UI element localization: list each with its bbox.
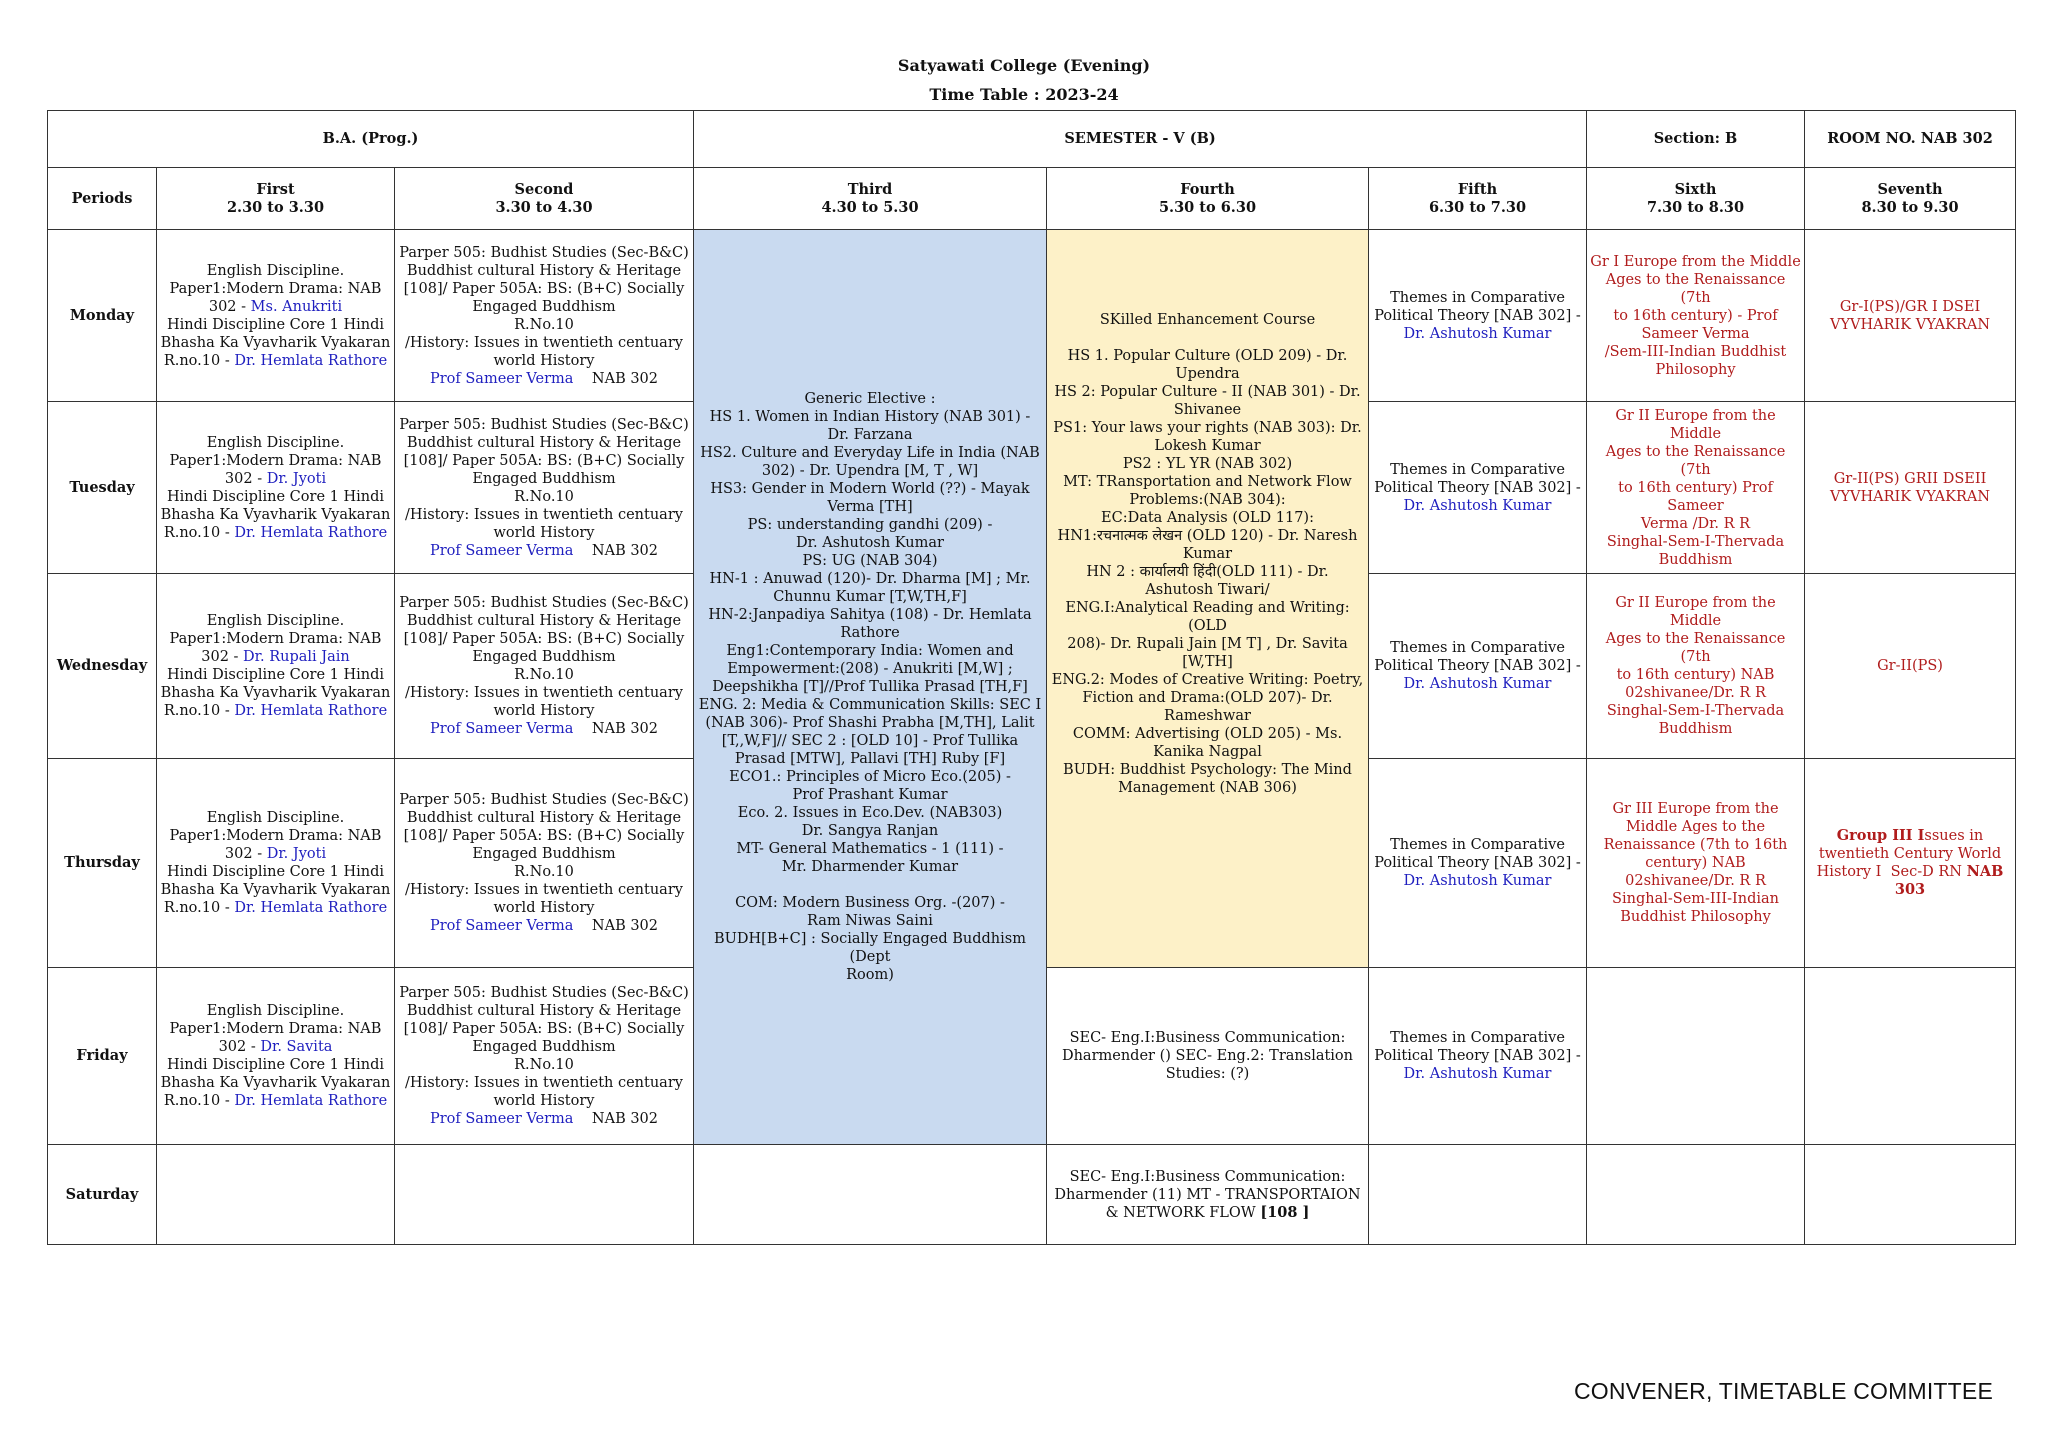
first-period-cell: English Discipline. Paper1:Modern Drama: NAB 302 - Dr. Jyoti Hindi Discipline Core 1 Hindi Bhasha Ka Vyavharik Vyakaran R.no.10 - Dr. Hemlata Rathore bbox=[157, 402, 395, 574]
timetable-grid bbox=[47, 110, 2016, 1245]
period-fifth: Fifth 6.30 to 7.30 bbox=[1369, 168, 1587, 230]
semester-cell: SEMESTER - V (B) bbox=[694, 111, 1587, 168]
sixth-period-cell bbox=[1587, 1145, 1805, 1245]
period-fourth: Fourth 5.30 to 6.30 bbox=[1047, 168, 1369, 230]
seventh-period-cell bbox=[1805, 968, 2016, 1145]
seventh-period-cell: Gr-II(PS) GRII DSEII VYVHARIK VYAKRAN bbox=[1805, 402, 2016, 574]
top-header-row bbox=[48, 111, 2016, 168]
seventh-period-cell bbox=[1805, 1145, 2016, 1245]
sixth-period-cell: Gr II Europe from the Middle Ages to the Renaissance (7th to 16th century) NAB 02shivanee/Dr. R R Singhal-Sem-I-Thervada Buddhism bbox=[1587, 574, 1805, 759]
day-label: Thursday bbox=[48, 759, 157, 968]
fifth-period-cell: Themes in Comparative Political Theory [NAB 302] - Dr. Ashutosh Kumar bbox=[1369, 402, 1587, 574]
day-label: Friday bbox=[48, 968, 157, 1145]
fifth-period-cell: Themes in Comparative Political Theory [NAB 302] - Dr. Ashutosh Kumar bbox=[1369, 574, 1587, 759]
second-period-cell: Parper 505: Budhist Studies (Sec-B&C) Buddhist cultural History & Heritage [108]/ Paper 505A: BS: (B+C) Socially Engaged Buddhism R.No.10 /History: Issues in twentieth centuary world History Prof Sameer Verma NAB 302 bbox=[395, 574, 694, 759]
second-period-cell: Parper 505: Budhist Studies (Sec-B&C) Buddhist cultural History & Heritage [108]/ Paper 505A: BS: (B+C) Socially Engaged Buddhism R.No.10 /History: Issues in twentieth centuary world History Prof Sameer Verma NAB 302 bbox=[395, 759, 694, 968]
period-sixth: Sixth 7.30 to 8.30 bbox=[1587, 168, 1805, 230]
period-header-row bbox=[48, 168, 2016, 230]
fifth-period-cell: Themes in Comparative Political Theory [NAB 302] - Dr. Ashutosh Kumar bbox=[1369, 230, 1587, 402]
first-period-cell bbox=[157, 1145, 395, 1245]
sixth-period-cell bbox=[1587, 968, 1805, 1145]
seventh-period-cell: Gr-II(PS) bbox=[1805, 574, 2016, 759]
period-first: First 2.30 to 3.30 bbox=[157, 168, 395, 230]
second-period-cell: Parper 505: Budhist Studies (Sec-B&C) Buddhist cultural History & Heritage [108]/ Paper 505A: BS: (B+C) Socially Engaged Buddhism R.No.10 /History: Issues in twentieth centuary world History Prof Sameer Verma NAB 302 bbox=[395, 402, 694, 574]
sixth-period-cell: Gr II Europe from the Middle Ages to the Renaissance (7th to 16th century) Prof Sameer Verma /Dr. R R Singhal-Sem-I-Thervada Buddhism bbox=[1587, 402, 1805, 574]
first-period-cell: English Discipline. Paper1:Modern Drama: NAB 302 - Dr. Jyoti Hindi Discipline Core 1 Hindi Bhasha Ka Vyavharik Vyakaran R.no.10 - Dr. Hemlata Rathore bbox=[157, 759, 395, 968]
second-period-cell bbox=[395, 1145, 694, 1245]
room-cell: ROOM NO. NAB 302 bbox=[1805, 111, 2016, 168]
fourth-period-cell: SEC- Eng.I:Business Communication: Dharmender (11) MT - TRANSPORTAION & NETWORK FLOW [108 ] bbox=[1047, 1145, 1369, 1245]
row-saturday bbox=[48, 1145, 2016, 1245]
generic-elective-cell: Generic Elective : HS 1. Women in Indian History (NAB 301) - Dr. Farzana HS2. Culture and Everyday Life in India (NAB 302) - Dr. Upendra [M, T , W] HS3: Gender in Modern World (??) - Mayak Verma [TH] PS: understanding gandhi (209) - Dr. Ashutosh Kumar PS: UG (NAB 304) HN-1 : Anuwad (120)- Dr. Dharma [M] ; Mr. Chunnu Kumar [T,W,TH,F] HN-2:Janpadiya Sahitya (108) - Dr. Hemlata Rathore Eng1:Contemporary India: Women and Empowerment:(208) - Anukriti [M,W] ; Deepshikha [T]//Prof Tullika Prasad [TH,F] ENG. 2: Media & Communication Skills: SEC I (NAB 306)- Prof Shashi Prabha [M,TH], Lalit [T,,W,F]// SEC 2 : [OLD 10] - Prof Tullika Prasad [MTW], Pallavi [TH] Ruby [F] ECO1.: Principles of Micro Eco.(205) - Prof Prashant Kumar Eco. 2. Issues in Eco.Dev. (NAB303) Dr. Sangya Ranjan MT- General Mathematics - 1 (111) - Mr. Dharmender Kumar COM: Modern Business Org. -(207) - Ram Niwas Saini BUDH[B+C] : Socially Engaged Buddhism (Dept Room) bbox=[694, 230, 1047, 1145]
period-second: Second 3.30 to 4.30 bbox=[395, 168, 694, 230]
timetable-title: Time Table : 2023-24 bbox=[929, 85, 1119, 104]
fifth-period-cell: Themes in Comparative Political Theory [NAB 302] - Dr. Ashutosh Kumar bbox=[1369, 968, 1587, 1145]
first-period-cell: English Discipline. Paper1:Modern Drama: NAB 302 - Dr. Rupali Jain Hindi Discipline Core 1 Hindi Bhasha Ka Vyavharik Vyakaran R.no.10 - Dr. Hemlata Rathore bbox=[157, 574, 395, 759]
college-title: Satyawati College (Evening) bbox=[897, 56, 1151, 75]
fifth-period-cell bbox=[1369, 1145, 1587, 1245]
first-period-cell: English Discipline. Paper1:Modern Drama: NAB 302 - Ms. Anukriti Hindi Discipline Core 1 Hindi Bhasha Ka Vyavharik Vyakaran R.no.10 - Dr. Hemlata Rathore bbox=[157, 230, 395, 402]
skilled-enhancement-cell: SKilled Enhancement Course HS 1. Popular Culture (OLD 209) - Dr. Upendra HS 2: Popular Culture - II (NAB 301) - Dr. Shivanee PS1: Your laws your rights (NAB 303): Dr. Lokesh Kumar PS2 : YL YR (NAB 302) MT: TRansportation and Network Flow Problems:(NAB 304): EC:Data Analysis (OLD 117): HN1:रचनात्मक लेखन (OLD 120) - Dr. Naresh Kumar HN 2 : कार्यालयी हिंदी(OLD 111) - Dr. Ashutosh Tiwari/ ENG.I:Analytical Reading and Writing:(OLD 208)- Dr. Rupali Jain [M T] , Dr. Savita [W,TH] ENG.2: Modes of Creative Writing: Poetry, Fiction and Drama:(OLD 207)- Dr. Rameshwar COMM: Advertising (OLD 205) - Ms. Kanika Nagpal BUDH: Buddhist Psychology: The Mind Management (NAB 306) bbox=[1047, 230, 1369, 968]
day-label: Monday bbox=[48, 230, 157, 402]
periods-label: Periods bbox=[48, 168, 157, 230]
second-period-cell: Parper 505: Budhist Studies (Sec-B&C) Buddhist cultural History & Heritage [108]/ Paper 505A: BS: (B+C) Socially Engaged Buddhism R.No.10 /History: Issues in twentieth centuary world History Prof Sameer Verma NAB 302 bbox=[395, 968, 694, 1145]
fourth-period-cell: SEC- Eng.I:Business Communication: Dharmender () SEC- Eng.2: Translation Studies: (?) bbox=[1047, 968, 1369, 1145]
sixth-period-cell: Gr I Europe from the Middle Ages to the Renaissance (7th to 16th century) - Prof Sameer Verma /Sem-III-Indian Buddhist Philosophy bbox=[1587, 230, 1805, 402]
day-label: Tuesday bbox=[48, 402, 157, 574]
day-label: Wednesday bbox=[48, 574, 157, 759]
period-seventh: Seventh 8.30 to 9.30 bbox=[1805, 168, 2016, 230]
seventh-period-cell: Group III Issues in twentieth Century World History I Sec-D RN NAB 303 bbox=[1805, 759, 2016, 968]
period-third: Third 4.30 to 5.30 bbox=[694, 168, 1047, 230]
footer-convener: CONVENER, TIMETABLE COMMITTEE bbox=[1574, 1378, 1993, 1404]
seventh-period-cell: Gr-I(PS)/GR I DSEI VYVHARIK VYAKRAN bbox=[1805, 230, 2016, 402]
row-monday bbox=[48, 230, 2016, 402]
section-cell: Section: B bbox=[1587, 111, 1805, 168]
third-period-cell bbox=[694, 1145, 1047, 1245]
first-period-cell: English Discipline. Paper1:Modern Drama: NAB 302 - Dr. Savita Hindi Discipline Core 1 Hindi Bhasha Ka Vyavharik Vyakaran R.no.10 - Dr. Hemlata Rathore bbox=[157, 968, 395, 1145]
fifth-period-cell: Themes in Comparative Political Theory [NAB 302] - Dr. Ashutosh Kumar bbox=[1369, 759, 1587, 968]
sixth-period-cell: Gr III Europe from the Middle Ages to the Renaissance (7th to 16th century) NAB 02shivanee/Dr. R R Singhal-Sem-III-Indian Buddhist Philosophy bbox=[1587, 759, 1805, 968]
programme-cell: B.A. (Prog.) bbox=[48, 111, 694, 168]
day-label: Saturday bbox=[48, 1145, 157, 1245]
second-period-cell: Parper 505: Budhist Studies (Sec-B&C) Buddhist cultural History & Heritage [108]/ Paper 505A: BS: (B+C) Socially Engaged Buddhism R.No.10 /History: Issues in twentieth centuary world History Prof Sameer Verma NAB 302 bbox=[395, 230, 694, 402]
